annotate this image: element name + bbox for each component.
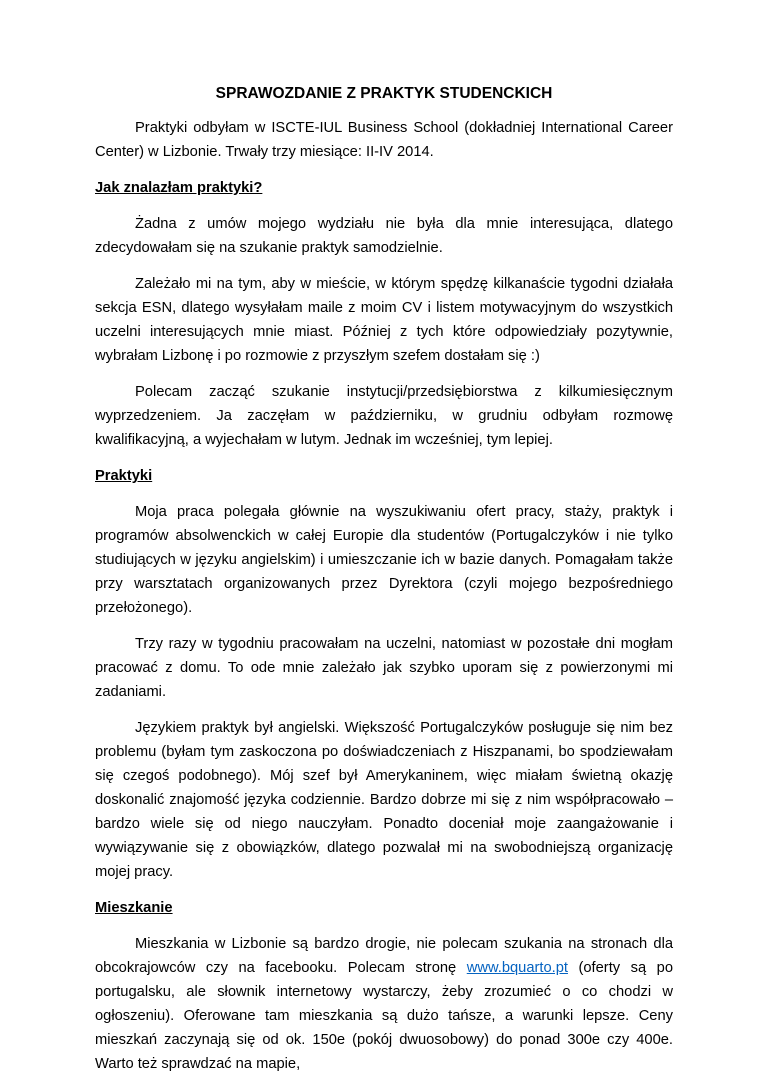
section-heading-internship: Praktyki <box>95 468 153 484</box>
document-title: SPRAWOZDANIE Z PRAKTYK STUDENCKICH <box>215 85 553 102</box>
bquarto-link[interactable]: www.bquarto.pt <box>466 960 568 976</box>
finding-paragraph-2: Zależało mi na tym, aby w mieście, w którym spędzę kilkanaście tygodni działała sekcja ESN, dlatego wysyłałam maile z moim CV i listem motywacyjnym do wszystkich uczelni interesujących mnie miast. Później z tych które odpowiedziały pozytywnie, wybrałam Lizbonę i po rozmowie z przyszłym szefem dostałam się :) <box>95 276 673 364</box>
finding-paragraph-3: Polecam zacząć szukanie instytucji/przedsiębiorstwa z kilkumiesięcznym wyprzedzeniem. Ja zaczęłam w październiku, w grudniu odbyłam rozmowę kwalifikacyjną, a wyjechałam w lutym. Jednak im wcześniej, tym lepiej. <box>95 384 673 448</box>
section-heading-housing: Mieszkanie <box>95 900 173 916</box>
internship-paragraph-3: Językiem praktyk był angielski. Większość Portugalczyków posługuje się nim bez problemu (byłam tym zaskoczona po doświadczeniach z Hiszpanami, bo spodziewałam się czegoś podobnego). Mój szef był Amerykaninem, więc miałam świetną okazję doskonalić znajomość języka codziennie. Bardzo dobrze mi się z nim współpracowało – bardzo wiele się od niego nauczyłam. Ponadto doceniał moje zaangażowanie i wywiązywanie się z obowiązków, dlatego pozwalał mi na swobodniejszą organizację mojej pracy. <box>95 720 673 880</box>
internship-paragraph-1: Moja praca polegała głównie na wyszukiwaniu ofert pracy, staży, praktyk i programów absolwenckich w całej Europie dla studentów (Portugalczyków i nie tylko studiujących w języku angielskim) i umieszczanie ich w bazie danych. Pomagałam także przy warsztatach organizowanych przez Dyrektora (czyli mojego bezpośredniego przełożonego). <box>95 504 673 616</box>
housing-text-before-link: Mieszkania w Lizbonie są bardzo drogie, nie polecam szukania na stronach dla obcokrajowców czy na facebooku. Polecam stronę <box>95 936 673 976</box>
internship-paragraph-2: Trzy razy w tygodniu pracowałam na uczelni, natomiast w pozostałe dni mogłam pracować z domu. To ode mnie zależało jak szybko uporam się z powierzonymi mi zadaniami. <box>95 636 673 700</box>
intro-paragraph: Praktyki odbyłam w ISCTE-IUL Business School (dokładniej International Career Center) w Lizbonie. Trwały trzy miesiące: II-IV 2014. <box>95 120 673 160</box>
finding-paragraph-1: Żadna z umów mojego wydziału nie była dla mnie interesująca, dlatego zdecydowałam się na szukanie praktyk samodzielnie. <box>95 216 673 256</box>
housing-text-after-link: (oferty są po portugalsku, ale słownik internetowy wystarczy, żeby zrozumieć o co chodzi w ogłoszeniu). Oferowane tam mieszkania są dużo tańsze, a warunki lepsze. Ceny mieszkań zaczynają się od ok. 150e (pokój dwuosobowy) do ponad 300e czy 400e. Warto też sprawdzać na mapie, <box>95 960 674 1072</box>
section-heading-finding: Jak znalazłam praktyki? <box>95 180 263 196</box>
housing-paragraph-1 <box>95 932 673 1076</box>
